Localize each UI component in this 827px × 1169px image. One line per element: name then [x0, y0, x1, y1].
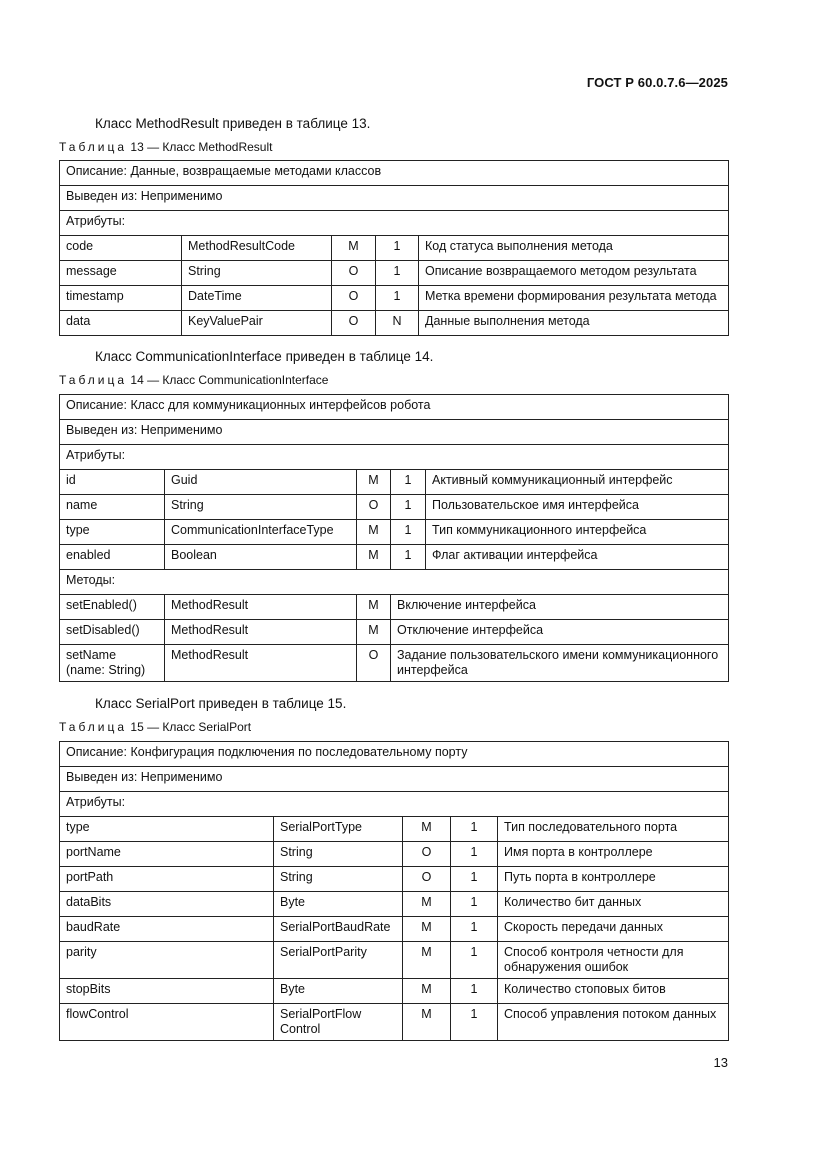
- attr-name: message: [60, 261, 182, 286]
- attr-obligation: O: [332, 286, 376, 311]
- attr-name: data: [60, 311, 182, 336]
- table-derived: Выведен из: Неприменимо: [60, 420, 729, 445]
- attr-type: Guid: [165, 470, 357, 495]
- attr-description: Флаг активации интерфейса: [426, 545, 729, 570]
- attr-type: SerialPortType: [274, 817, 403, 842]
- attr-obligation: M: [403, 942, 451, 979]
- attr-name: baudRate: [60, 917, 274, 942]
- attr-description: Скорость передачи данных: [498, 917, 729, 942]
- attr-description: Данные выполнения метода: [419, 311, 729, 336]
- attr-name: type: [60, 520, 165, 545]
- table-row: [60, 311, 729, 336]
- caption-text: 14 — Класс CommunicationInterface: [130, 373, 329, 387]
- table-15-caption: [59, 720, 251, 734]
- table-15: [59, 741, 729, 1041]
- attr-multiplicity: 1: [451, 892, 498, 917]
- attr-description: Активный коммуникационный интерфейс: [426, 470, 729, 495]
- method-row: [60, 645, 729, 682]
- attr-type: Byte: [274, 979, 403, 1004]
- attr-description: Код статуса выполнения метода: [419, 236, 729, 261]
- caption-word: Таблица: [59, 720, 128, 734]
- attr-type: DateTime: [182, 286, 332, 311]
- table-row: [60, 817, 729, 842]
- table-row: [60, 1004, 729, 1041]
- attr-description: Имя порта в контроллере: [498, 842, 729, 867]
- method-description: Отключение интерфейса: [391, 620, 729, 645]
- attr-description: Метка времени формирования результата метода: [419, 286, 729, 311]
- table-row: [60, 842, 729, 867]
- attr-description: Пользовательское имя интерфейса: [426, 495, 729, 520]
- attr-description: Количество стоповых битов: [498, 979, 729, 1004]
- attr-type: CommunicationInterfaceType: [165, 520, 357, 545]
- attr-multiplicity: 1: [451, 979, 498, 1004]
- caption-text: 13 — Класс MethodResult: [130, 140, 273, 154]
- attr-obligation: O: [332, 311, 376, 336]
- table-row: [60, 917, 729, 942]
- attr-multiplicity: 1: [376, 286, 419, 311]
- attr-type: Byte: [274, 892, 403, 917]
- page-number: 13: [713, 1055, 728, 1070]
- attr-multiplicity: 1: [451, 842, 498, 867]
- table-derived: Выведен из: Неприменимо: [60, 767, 729, 792]
- attr-type: SerialPortParity: [274, 942, 403, 979]
- table-row: [60, 495, 729, 520]
- table-14-caption: [59, 373, 328, 387]
- table-14-intro: Класс CommunicationInterface приведен в таблице 14.: [95, 349, 434, 364]
- attr-type: String: [182, 261, 332, 286]
- attr-name: flowControl: [60, 1004, 274, 1041]
- attr-name: enabled: [60, 545, 165, 570]
- attr-obligation: O: [403, 867, 451, 892]
- attr-name: dataBits: [60, 892, 274, 917]
- attr-multiplicity: 1: [391, 545, 426, 570]
- method-obligation: O: [357, 645, 391, 682]
- attr-name: name: [60, 495, 165, 520]
- table-row: [60, 261, 729, 286]
- caption-word: Таблица: [59, 140, 128, 154]
- attr-type: String: [274, 867, 403, 892]
- attributes-label: Атрибуты:: [60, 445, 729, 470]
- attr-type: String: [274, 842, 403, 867]
- attr-obligation: O: [332, 261, 376, 286]
- attributes-label: Атрибуты:: [60, 792, 729, 817]
- method-description: Включение интерфейса: [391, 595, 729, 620]
- attr-obligation: O: [357, 495, 391, 520]
- table-13-intro: Класс MethodResult приведен в таблице 13.: [95, 116, 371, 131]
- table-description: Описание: Данные, возвращаемые методами классов: [60, 161, 729, 186]
- table-row: [60, 867, 729, 892]
- attr-obligation: M: [403, 817, 451, 842]
- attr-name: type: [60, 817, 274, 842]
- attr-obligation: M: [403, 979, 451, 1004]
- table-description: Описание: Конфигурация подключения по последовательному порту: [60, 742, 729, 767]
- attr-description: Тип последовательного порта: [498, 817, 729, 842]
- attr-name: stopBits: [60, 979, 274, 1004]
- table-15-intro: Класс SerialPort приведен в таблице 15.: [95, 696, 347, 711]
- method-row: [60, 620, 729, 645]
- attr-multiplicity: 1: [391, 495, 426, 520]
- attr-multiplicity: 1: [391, 520, 426, 545]
- table-row: [60, 892, 729, 917]
- attr-description: Тип коммуникационного интерфейса: [426, 520, 729, 545]
- method-name: setName (name: String): [60, 645, 165, 682]
- attr-multiplicity: 1: [451, 942, 498, 979]
- attr-multiplicity: 1: [451, 867, 498, 892]
- attr-multiplicity: 1: [391, 470, 426, 495]
- table-13: [59, 160, 729, 336]
- method-obligation: M: [357, 620, 391, 645]
- attr-description: Способ контроля четности для обнаружения ошибок: [498, 942, 729, 979]
- attr-type: MethodResultCode: [182, 236, 332, 261]
- table-row: [60, 470, 729, 495]
- table-14: [59, 394, 729, 682]
- table-row: [60, 979, 729, 1004]
- attr-obligation: M: [403, 892, 451, 917]
- attr-description: Количество бит данных: [498, 892, 729, 917]
- table-row: [60, 520, 729, 545]
- table-row: [60, 545, 729, 570]
- attr-name: timestamp: [60, 286, 182, 311]
- attr-type: SerialPortFlow Control: [274, 1004, 403, 1041]
- attr-name: parity: [60, 942, 274, 979]
- attr-obligation: M: [403, 917, 451, 942]
- method-return-type: MethodResult: [165, 620, 357, 645]
- method-row: [60, 595, 729, 620]
- method-name: setEnabled(): [60, 595, 165, 620]
- method-return-type: MethodResult: [165, 595, 357, 620]
- attributes-label: Атрибуты:: [60, 211, 729, 236]
- caption-text: 15 — Класс SerialPort: [130, 720, 252, 734]
- attr-multiplicity: 1: [451, 817, 498, 842]
- document-id: ГОСТ Р 60.0.7.6—2025: [586, 75, 728, 90]
- attr-obligation: M: [403, 1004, 451, 1041]
- attr-multiplicity: 1: [451, 1004, 498, 1041]
- table-row: [60, 236, 729, 261]
- attr-multiplicity: 1: [376, 261, 419, 286]
- attr-obligation: M: [357, 545, 391, 570]
- attr-multiplicity: 1: [451, 917, 498, 942]
- method-obligation: M: [357, 595, 391, 620]
- attr-name: portName: [60, 842, 274, 867]
- attr-name: portPath: [60, 867, 274, 892]
- table-description: Описание: Класс для коммуникационных интерфейсов робота: [60, 395, 729, 420]
- attr-description: Описание возвращаемого методом результата: [419, 261, 729, 286]
- attr-multiplicity: 1: [376, 236, 419, 261]
- method-name: setDisabled(): [60, 620, 165, 645]
- attr-type: Boolean: [165, 545, 357, 570]
- attr-description: Способ управления потоком данных: [498, 1004, 729, 1041]
- attr-description: Путь порта в контроллере: [498, 867, 729, 892]
- table-derived: Выведен из: Неприменимо: [60, 186, 729, 211]
- methods-label: Методы:: [60, 570, 729, 595]
- attr-obligation: O: [403, 842, 451, 867]
- table-13-caption: [59, 140, 272, 154]
- caption-word: Таблица: [59, 373, 128, 387]
- method-description: Задание пользовательского имени коммуникационного интерфейса: [391, 645, 729, 682]
- attr-name: id: [60, 470, 165, 495]
- attr-multiplicity: N: [376, 311, 419, 336]
- attr-type: SerialPortBaudRate: [274, 917, 403, 942]
- attr-obligation: M: [332, 236, 376, 261]
- attr-name: code: [60, 236, 182, 261]
- method-return-type: MethodResult: [165, 645, 357, 682]
- attr-type: KeyValuePair: [182, 311, 332, 336]
- attr-type: String: [165, 495, 357, 520]
- table-row: [60, 286, 729, 311]
- attr-obligation: M: [357, 520, 391, 545]
- attr-obligation: M: [357, 470, 391, 495]
- table-row: [60, 942, 729, 979]
